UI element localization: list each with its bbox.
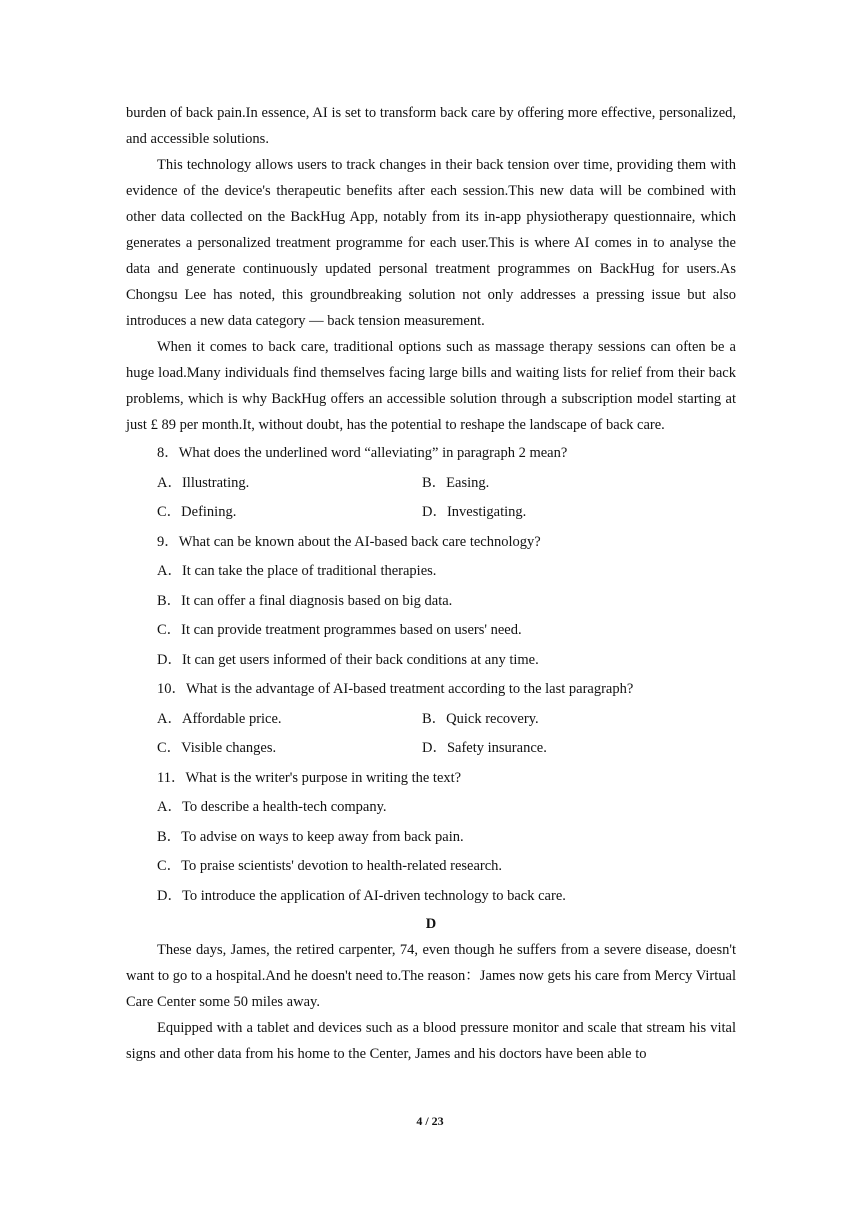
section-heading-d: D <box>425 916 437 932</box>
question-11 <box>126 764 736 912</box>
page-number: 4 / 23 <box>416 1114 444 1128</box>
option-b[interactable]: B．Easing. <box>422 474 490 491</box>
question-options <box>126 705 736 764</box>
option-d[interactable]: D．To introduce the application of AI-driven technology to back care. <box>157 887 566 904</box>
option-c[interactable]: C．It can provide treatment programmes based on users' need. <box>157 622 522 638</box>
passage-c-paragraph-tracking: This technology allows users to track changes in their back tension over time, providing them with evidence of the device's therapeutic benefits after each session.This new data will be combined with other data collected on the BackHug App, notably from its in-app physiotherapy questionnaire, which generates a personalized treatment programme for each user.This is where AI comes in to analyse the data and generate continuously updated personal treatment programmes on BackHug for users.As Chongsu Lee has noted, this groundbreaking solution not only addresses a pressing issue but also introduces a new data category — back tension measurement. <box>126 157 736 329</box>
option-d[interactable]: D．Investigating. <box>422 504 527 520</box>
option-b[interactable]: B．It can offer a final diagnosis based on big data. <box>157 592 453 609</box>
question-stem: 9．What can be known about the AI-based back care technology? <box>157 533 541 550</box>
option-a[interactable]: A．It can take the place of traditional therapies. <box>157 563 437 579</box>
question-9 <box>126 528 736 676</box>
option-c[interactable]: C．Visible changes. <box>157 740 277 756</box>
option-c[interactable]: C．Defining. <box>157 504 237 520</box>
question-stem: 8．What does the underlined word “alleviating” in paragraph 2 mean? <box>157 445 568 461</box>
option-b[interactable]: B．Quick recovery. <box>422 710 539 727</box>
option-c[interactable]: C．To praise scientists' devotion to health-related research. <box>157 858 503 874</box>
question-options <box>126 469 736 528</box>
option-d[interactable]: D．It can get users informed of their back conditions at any time. <box>157 651 539 668</box>
option-d[interactable]: D．Safety insurance. <box>422 740 547 756</box>
option-a[interactable]: A．Illustrating. <box>157 474 250 491</box>
passage-d-paragraph-1: These days, James, the retired carpenter, 74, even though he suffers from a severe disease, doesn't want to go to a hospital.And he doesn't need to.The reason：James now gets his care from Mercy Virtual Care Center some 50 miles away. <box>126 942 736 1010</box>
question-stem: 10．What is the advantage of AI-based treatment according to the last paragraph? <box>157 681 634 697</box>
option-a[interactable]: A．Affordable price. <box>157 710 282 727</box>
passage-d-paragraph-2: Equipped with a tablet and devices such as a blood pressure monitor and scale that stream his vital signs and other data from his home to the Center, James and his doctors have been able to <box>126 1020 736 1062</box>
option-a[interactable]: A．To describe a health-tech company. <box>157 799 387 815</box>
passage-c-paragraph-cost: When it comes to back care, traditional options such as massage therapy sessions can often be a huge load.Many individuals find themselves facing large bills and waiting lists for relief from their back problems, which is why BackHug offers an accessible solution through a subscription model starting at just £ 89 per month.It, without doubt, has the potential to reshape the landscape of back care. <box>126 339 736 433</box>
question-8 <box>126 439 736 528</box>
question-stem: 11．What is the writer's purpose in writing the text? <box>157 769 462 786</box>
page-content <box>126 100 736 1067</box>
option-b[interactable]: B．To advise on ways to keep away from back pain. <box>157 828 464 845</box>
question-10 <box>126 675 736 764</box>
passage-c-paragraph-continued: burden of back pain.In essence, AI is set to transform back care by offering more effective, personalized, and accessible solutions. <box>126 105 736 147</box>
